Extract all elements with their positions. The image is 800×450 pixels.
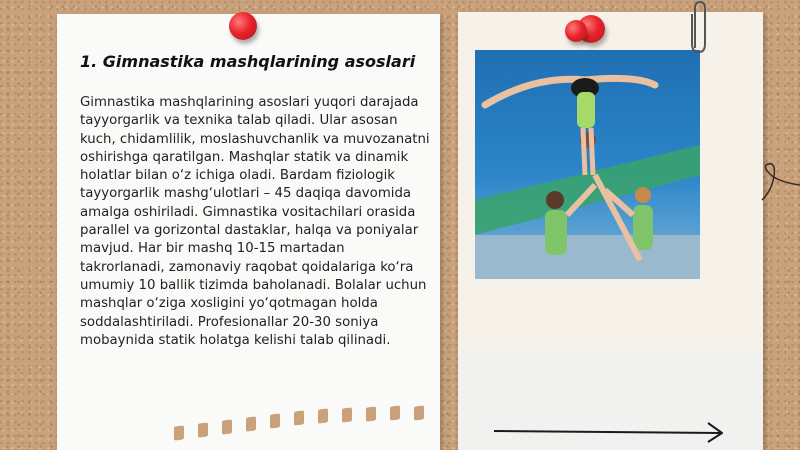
torn-edge [170,404,440,450]
gymnastics-photo [475,50,700,279]
paperclip-icon [688,0,710,56]
slide-body-text: Gimnastika mashqlarining asoslari yuqori darajada tayyorgarlik va texnika talab qiladi. Ular asosan kuch, chidamlilik, moslashuvchanlik va muvozanatni oshirishga qaratilgan. Mashqlar statik va dinamik holatlar bilan o‘z ichiga oladi. Bardam fiziologik tayyorgarlik mashg‘ulotlari – 45 daqiqa davomida amalga oshiriladi. Gimnastika vositachilari orasida parallel va gorizontal dastaklar, halqa va poniyalar mavjud. Har bir mashq 10-15 martadan takrorlanadi, zamonaviy raqobat qoidalariga ko‘ra umumiy 10 ballik tizimda baholanadi. Bolalar uchun mashqlar o‘ziga xosligini yo‘qotmagan holda soddalashtiriladi. Profesionallar 20-30 soniya mobaynida statik holatga kelishi talab qilinadi. [80,95,430,348]
pushpin-right-icon-2 [565,20,587,42]
slide-title: 1. Gimnastika mashqlarining asoslari [80,52,416,71]
right-arrow-icon [494,420,726,444]
pushpin-left-icon [229,12,257,40]
doodle-swirl-icon [758,160,800,210]
